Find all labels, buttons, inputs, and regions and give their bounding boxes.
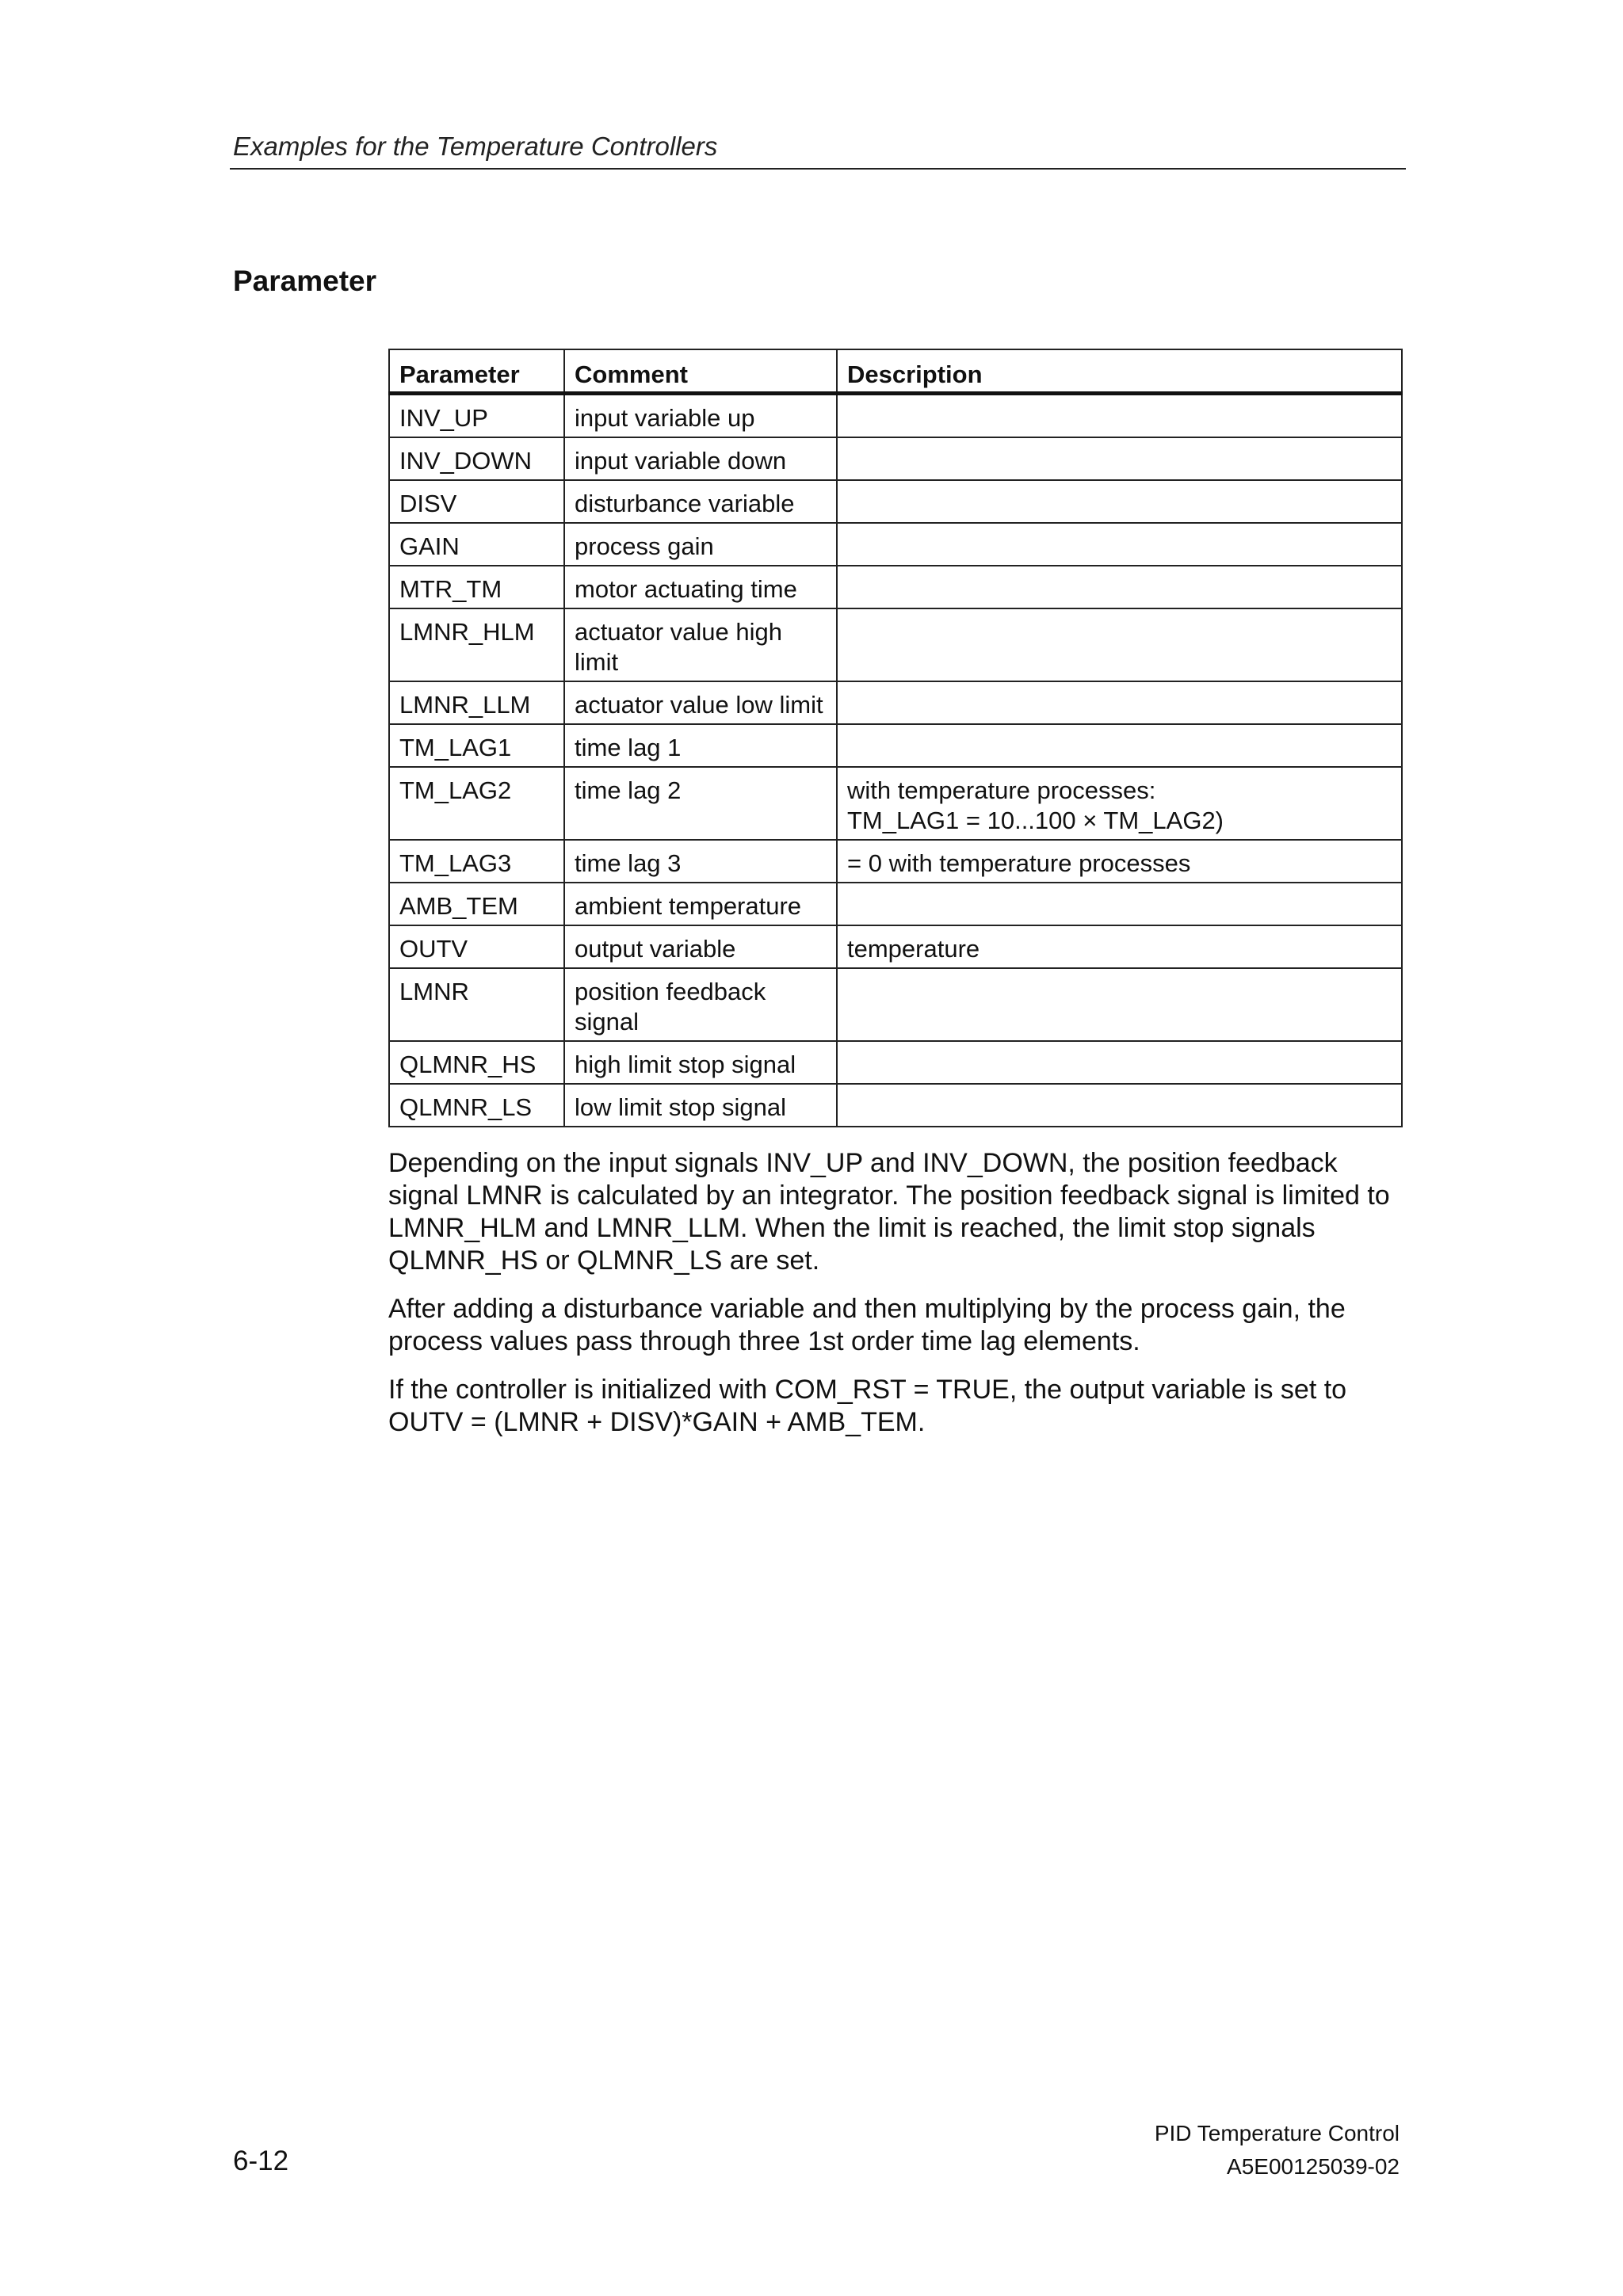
cell-parameter: GAIN: [389, 523, 564, 566]
cell-comment: time lag 2: [564, 767, 837, 840]
cell-parameter: QLMNR_HS: [389, 1041, 564, 1084]
cell-comment: position feedback signal: [564, 968, 837, 1041]
paragraph: Depending on the input signals INV_UP and INV_DOWN, the position feedback signal LMNR is calculated by an integrator. The position feedback signal is limited to LMNR_HLM and LMNR_LLM. When the limit is reached, the limit stop signals QLMNR_HS or QLMNR_LS are set.: [388, 1148, 1390, 1276]
table-row: [389, 968, 1402, 1041]
column-header-parameter: Parameter: [389, 349, 564, 394]
cell-parameter: DISV: [389, 480, 564, 523]
cell-comment: ambient temperature: [564, 883, 837, 925]
section-title: Parameter: [233, 265, 377, 297]
table-row: [389, 566, 1402, 608]
cell-description: [837, 968, 1402, 1041]
parameter-table-body: [389, 394, 1402, 1127]
cell-parameter: TM_LAG1: [389, 724, 564, 767]
table-row: [389, 840, 1402, 883]
cell-comment: process gain: [564, 523, 837, 566]
parameter-table: [388, 349, 1403, 1127]
manual-title: PID Temperature Control: [1154, 2121, 1400, 2145]
paragraph: If the controller is initialized with COM_RST = TRUE, the output variable is set to OUTV = (LMNR + DISV)*GAIN + AMB_TEM.: [388, 1375, 1347, 1437]
body-text: [388, 1147, 1411, 1455]
column-header-comment: Comment: [564, 349, 837, 394]
cell-parameter: QLMNR_LS: [389, 1084, 564, 1127]
table-row: [389, 394, 1402, 438]
footer-document-info: [1155, 2117, 1400, 2183]
running-header: Examples for the Temperature Controllers: [233, 132, 718, 161]
cell-comment: motor actuating time: [564, 566, 837, 608]
table-row: [389, 1084, 1402, 1127]
cell-comment: low limit stop signal: [564, 1084, 837, 1127]
table-row: [389, 480, 1402, 523]
table-row: [389, 724, 1402, 767]
cell-description: [837, 1084, 1402, 1127]
parameter-table-header: [389, 349, 1402, 394]
table-row: [389, 523, 1402, 566]
cell-parameter: LMNR_LLM: [389, 681, 564, 724]
cell-description: with temperature processes: TM_LAG1 = 10...100 × TM_LAG2): [837, 767, 1402, 840]
cell-parameter: INV_DOWN: [389, 437, 564, 480]
cell-parameter: LMNR_HLM: [389, 608, 564, 681]
page-number: 6-12: [233, 2145, 289, 2176]
table-row: [389, 437, 1402, 480]
cell-comment: input variable up: [564, 394, 837, 438]
cell-comment: actuator value low limit: [564, 681, 837, 724]
cell-comment: time lag 3: [564, 840, 837, 883]
cell-parameter: INV_UP: [389, 394, 564, 438]
cell-comment: output variable: [564, 925, 837, 968]
cell-parameter: OUTV: [389, 925, 564, 968]
cell-description: [837, 608, 1402, 681]
cell-description: [837, 1041, 1402, 1084]
cell-description: [837, 480, 1402, 523]
cell-comment: input variable down: [564, 437, 837, 480]
cell-parameter: TM_LAG3: [389, 840, 564, 883]
header-divider: [230, 168, 1406, 170]
cell-comment: high limit stop signal: [564, 1041, 837, 1084]
cell-description: [837, 724, 1402, 767]
cell-description: [837, 437, 1402, 480]
cell-description: [837, 566, 1402, 608]
cell-parameter: TM_LAG2: [389, 767, 564, 840]
cell-description: [837, 883, 1402, 925]
document-id: A5E00125039-02: [1227, 2154, 1400, 2179]
column-header-description: Description: [837, 349, 1402, 394]
cell-description: = 0 with temperature processes: [837, 840, 1402, 883]
cell-parameter: MTR_TM: [389, 566, 564, 608]
cell-description: [837, 394, 1402, 438]
table-row: [389, 883, 1402, 925]
cell-description: [837, 523, 1402, 566]
cell-description: temperature: [837, 925, 1402, 968]
cell-parameter: AMB_TEM: [389, 883, 564, 925]
paragraph: After adding a disturbance variable and then multiplying by the process gain, the process values pass through three 1st order time lag elements.: [388, 1294, 1346, 1356]
cell-description: [837, 681, 1402, 724]
cell-comment: disturbance variable: [564, 480, 837, 523]
table-row: [389, 1041, 1402, 1084]
cell-comment: actuator value high limit: [564, 608, 837, 681]
table-row: [389, 925, 1402, 968]
cell-parameter: LMNR: [389, 968, 564, 1041]
table-row: [389, 767, 1402, 840]
table-header-row: [389, 349, 1402, 394]
table-row: [389, 681, 1402, 724]
table-row: [389, 608, 1402, 681]
cell-comment: time lag 1: [564, 724, 837, 767]
